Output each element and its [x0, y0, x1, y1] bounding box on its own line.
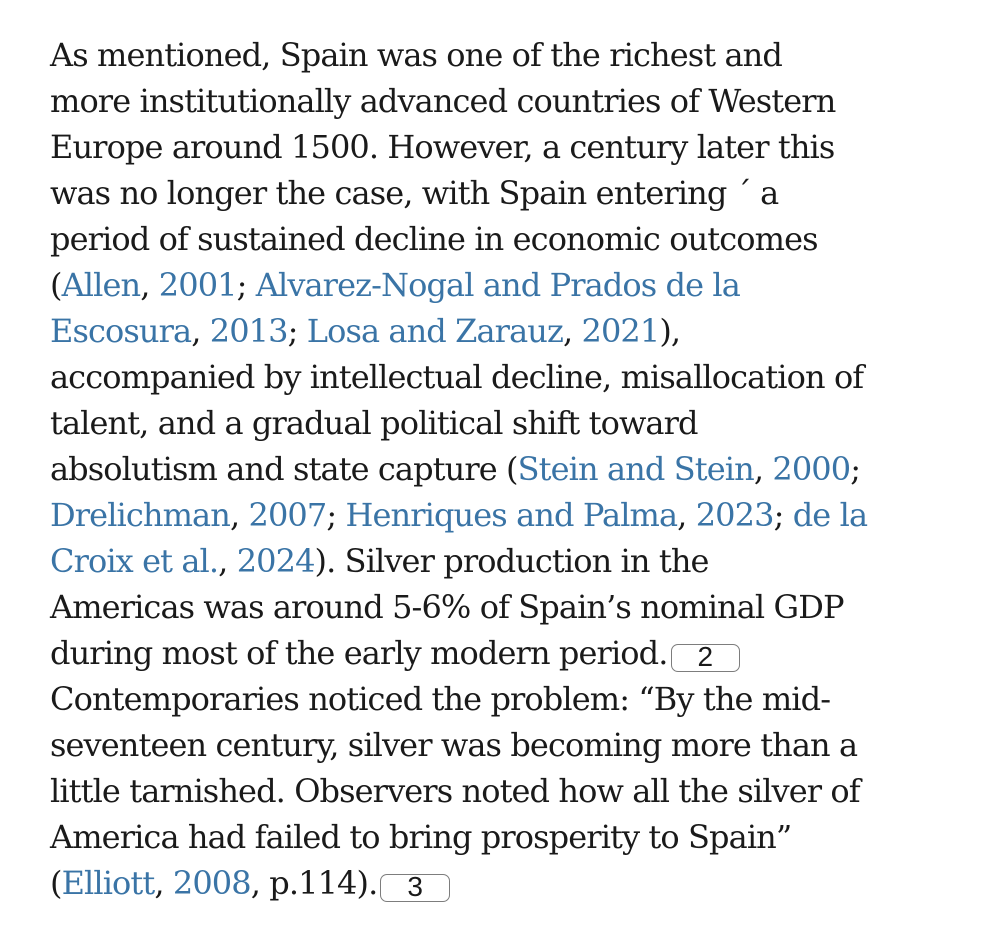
text-line-6: [50, 262, 950, 308]
text-run: little tarnished. Observers noted how all the silver of: [50, 772, 860, 810]
text-run: absolutism and state capture (: [50, 450, 518, 488]
text-run: ),: [659, 312, 681, 350]
text-line-16: [50, 722, 950, 768]
citation-elliott-year-link[interactable]: 2008: [172, 864, 251, 902]
text-line-3: [50, 124, 950, 170]
text-run: period of sustained decline in economic outcomes: [50, 220, 818, 258]
text-line-15: [50, 676, 950, 722]
text-line-8: [50, 354, 950, 400]
text-line-10: [50, 446, 950, 492]
text-line-11: [50, 492, 950, 538]
text-run: As mentioned, Spain was one of the richest and: [50, 36, 782, 74]
text-run: Europe around 1500. However, a century later this: [50, 128, 835, 166]
footnote-3-button[interactable]: 3: [380, 874, 450, 902]
citation-drelichman-link[interactable]: Drelichman: [50, 496, 230, 534]
text-run: ,: [677, 496, 696, 534]
citation-alvarez-nogal-link[interactable]: Alvarez-Nogal and Prados de la: [255, 266, 740, 304]
text-run: ;: [287, 312, 307, 350]
text-run: more institutionally advanced countries of Western: [50, 82, 836, 120]
text-line-19: [50, 860, 950, 906]
text-run: seventeen century, silver was becoming more than a: [50, 726, 858, 764]
text-run: ;: [236, 266, 256, 304]
text-run: during most of the early modern period.: [50, 634, 668, 672]
text-run: ,: [191, 312, 210, 350]
text-line-9: [50, 400, 950, 446]
text-run: Contemporaries noticed the problem: “By the mid-: [50, 680, 831, 718]
citation-stein-year-link[interactable]: 2000: [772, 450, 851, 488]
citation-losa-zarauz-link[interactable]: Losa and Zarauz: [306, 312, 563, 350]
text-line-5: [50, 216, 950, 262]
text-run: ,: [562, 312, 582, 350]
text-run: ;: [773, 496, 793, 534]
citation-de-la-croix-link[interactable]: de la: [792, 496, 868, 534]
text-line-13: [50, 584, 950, 630]
citation-drelichman-year-link[interactable]: 2007: [248, 496, 327, 534]
text-run: ,: [140, 266, 159, 304]
text-run: ,: [154, 864, 173, 902]
text-run: Americas was around 5-6% of Spain’s nominal GDP: [50, 588, 844, 626]
text-run: ,: [218, 542, 237, 580]
citation-stein-link[interactable]: Stein and Stein: [517, 450, 754, 488]
text-line-2: [50, 78, 950, 124]
text-run: accompanied by intellectual decline, misallocation of: [50, 358, 864, 396]
citation-allen-link[interactable]: Allen: [61, 266, 141, 304]
text-run: ;: [326, 496, 346, 534]
text-line-7: [50, 308, 950, 354]
citation-allen-year-link[interactable]: 2001: [158, 266, 237, 304]
footnote-2-button[interactable]: 2: [671, 644, 741, 672]
text-line-4: [50, 170, 950, 216]
citation-henriques-palma-year-link[interactable]: 2023: [695, 496, 774, 534]
citation-de-la-croix-year-link[interactable]: 2024: [236, 542, 315, 580]
text-run: , p.114).: [250, 864, 378, 902]
text-run: ;: [850, 450, 861, 488]
citation-alvarez-nogal-link-cont[interactable]: Escosura: [50, 312, 192, 350]
text-line-1: [50, 32, 950, 78]
text-run: (: [50, 266, 62, 304]
paper-paragraph: [50, 32, 950, 906]
citation-de-la-croix-link-cont[interactable]: Croix et al.: [50, 542, 219, 580]
text-line-18: [50, 814, 950, 860]
text-run: America had failed to bring prosperity to Spain”: [50, 818, 792, 856]
citation-elliott-link[interactable]: Elliott: [61, 864, 155, 902]
text-line-14: [50, 630, 950, 676]
citation-alvarez-nogal-year-link[interactable]: 2013: [209, 312, 288, 350]
text-run: ). Silver production in the: [314, 542, 709, 580]
text-run: (: [50, 864, 62, 902]
text-run: talent, and a gradual political shift toward: [50, 404, 698, 442]
citation-losa-zarauz-year-link[interactable]: 2021: [581, 312, 660, 350]
text-line-12: [50, 538, 950, 584]
text-run: ,: [753, 450, 773, 488]
text-run: ,: [229, 496, 249, 534]
citation-henriques-palma-link[interactable]: Henriques and Palma: [345, 496, 678, 534]
text-run: was no longer the case, with Spain entering ´ a: [50, 174, 779, 212]
text-line-17: [50, 768, 950, 814]
